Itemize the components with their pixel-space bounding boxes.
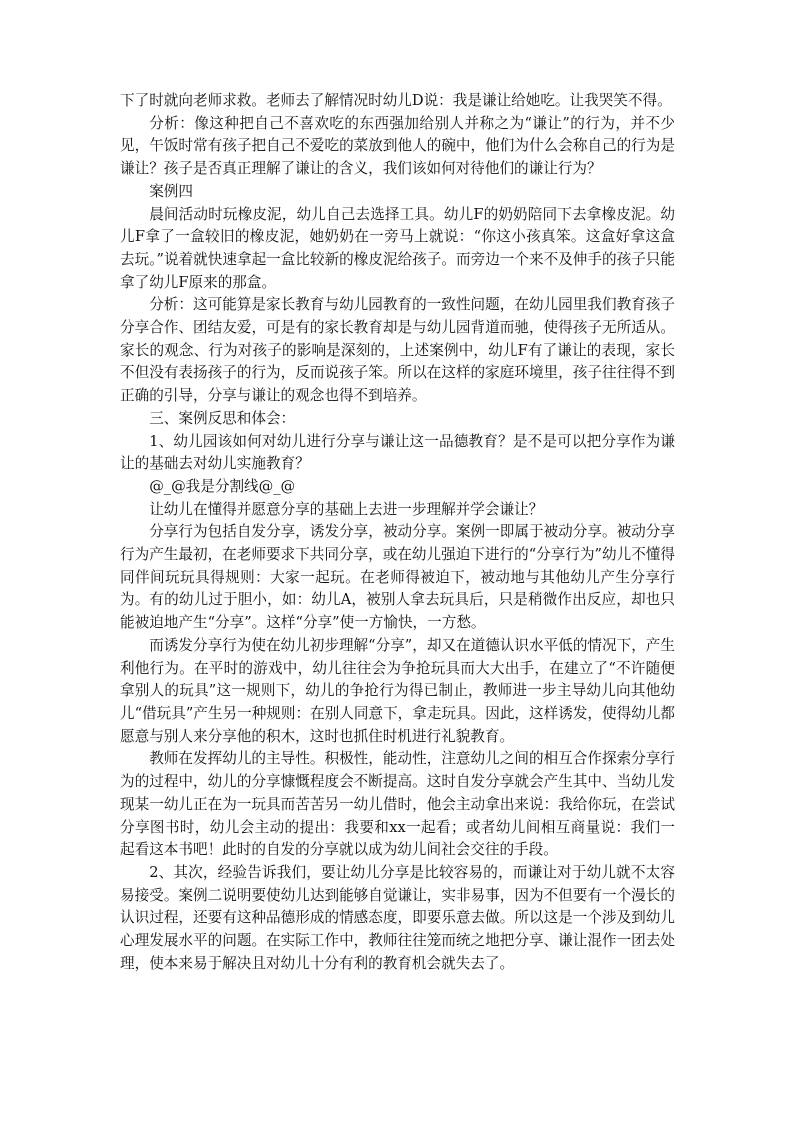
divider-line-text: @_@我是分割线@_@ [149, 477, 296, 495]
paragraph-analysis-4: 分析：这可能算是家长教育与幼儿园教育的一致性问题，在幼儿园里我们教育孩子分享合作、团结友爱，可是有的家长教育却是与幼儿园背道而驰，使得孩子无所适从。家长的观念、行为对孩子的影响是深刻的，上述案例中，幼儿F有了谦让的表现，家长不但没有表扬孩子的行为，反而说孩子笨。所以在这样的家庭环境里，孩子往往得不到正确的引导，分享与谦让的观念也得不到培养。 [120, 296, 675, 405]
document-page [120, 90, 675, 975]
paragraph-subtitle: 让幼儿在懂得并愿意分享的基础上去进一步理解并学会谦让？ [149, 500, 544, 518]
case-heading-4: 案例四 [149, 182, 193, 200]
paragraph-induced-sharing: 而诱发分享行为使在幼儿初步理解“分享”，却又在道德认识水平低的情况下，产生利他行为。在平时的游戏中，幼儿往往会为争抢玩具而大大出手，在建立了“不许随便拿别人的玩具”这一规则下，幼儿的争抢行为得已制止，教师进一步主导幼儿向其他幼儿“借玩具”产生另一种规则：在别人同意下，拿走玩具。因此，这样诱发，使得幼儿都愿意与别人来分享他的积木，这时也抓住时机进行礼貌教育。 [120, 636, 675, 745]
paragraph-case4: 晨间活动时玩橡皮泥，幼儿自己去选择工具。幼儿F的奶奶陪同下去拿橡皮泥。幼儿F拿了一盒较旧的橡皮泥，她奶奶在一旁马上就说：“你这小孩真笨。这盒好拿这盒去玩。”说着就快速拿起一盒比较新的橡皮泥给孩子。而旁边一个来不及伸手的孩子只能拿了幼儿F原来的那盒。 [120, 205, 675, 291]
paragraph-spontaneous-sharing: 教师在发挥幼儿的主导性。积极性，能动性，注意幼儿之间的相互合作探索分享行为的过程中，幼儿的分享慷慨程度会不断提高。这时自发分享就会产生其中、当幼儿发现某一幼儿正在为一玩具而苦苦另一幼儿借时，他会主动拿出来说：我给你玩，在尝试分享图书时，幼儿会主动的提出：我要和xx一起看；或者幼儿间相互商量说：我们一起看这本书吧！此时的自发的分享就以成为幼儿间社会交往的手段。 [120, 750, 675, 859]
section-heading-reflection: 三、案例反思和体会： [149, 409, 296, 427]
paragraph-analysis-3: 分析：像这种把自己不喜欢吃的东西强加给别人并称之为“谦让”的行为，并不少见，午饭时常有孩子把自己不爱吃的菜放到他人的碗中，他们为什么会称自己的行为是谦让？孩子是否真正理解了谦让的含义，我们该如何对待他们的谦让行为？ [120, 114, 675, 178]
paragraph-question-1: 1、幼儿园该如何对幼儿进行分享与谦让这一品德教育？是不是可以把分享作为谦让的基础去对幼儿实施教育？ [120, 432, 675, 473]
paragraph-sharing-types: 分享行为包括自发分享，诱发分享，被动分享。案例一即属于被动分享。被动分享行为产生最初，在老师要求下共同分享，或在幼儿强迫下进行的“分享行为”幼儿不懂得同伴间玩玩具得规则：大家一起玩。在老师得被迫下，被动地与其他幼儿产生分享行为。有的幼儿过于胆小，如：幼儿A，被别人拿去玩具后，只是稍微作出反应，却也只能被迫地产生“分享”。这样“分享”使一方愉快，一方愁。 [120, 523, 675, 632]
paragraph-case3-ending: 下了时就向老师求救。老师去了解情况时幼儿D说：我是谦让给她吃。让我哭笑不得。 [120, 92, 672, 109]
paragraph-point-2: 2、其次，经验告诉我们，要让幼儿分享是比较容易的，而谦让对于幼儿就不太容易接受。案例二说明要使幼儿达到能够自觉谦让，实非易事，因为不但要有一个漫长的认识过程，还要有这种品德形成的情感态度，即要乐意去做。所以这是一个涉及到幼儿心理发展水平的问题。在实际工作中，教师往往笼而统之地把分享、谦让混作一团去处理，使本来易于解决且对幼儿十分有利的教育机会就失去了。 [120, 863, 675, 972]
